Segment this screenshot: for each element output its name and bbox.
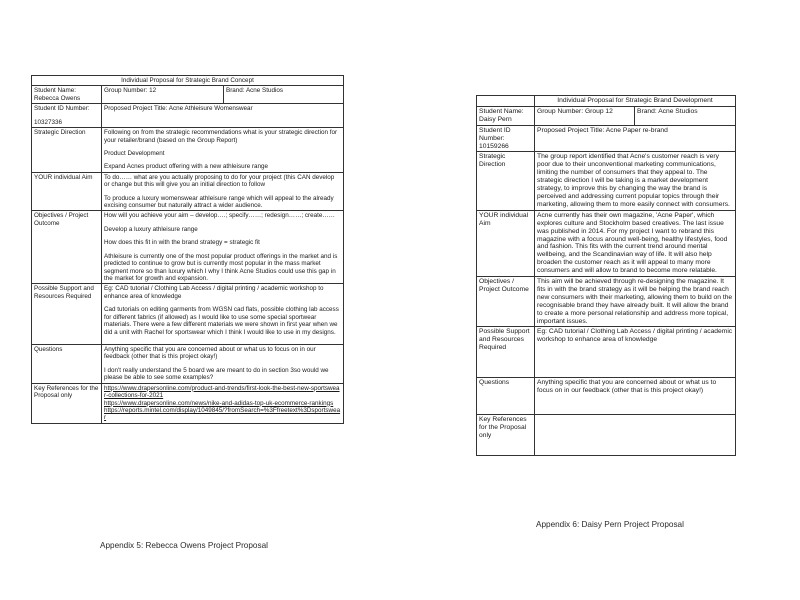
project-title-cell: Proposed Project Title: Acne Athleisure Womenswear [102, 104, 344, 128]
strategic-direction-label: Strategic Direction [477, 152, 535, 210]
paragraph: Eg: CAD tutorial / Clothing Lab Access / digital printing / academic workshop to enhance area of knowledge [104, 285, 324, 300]
table-row [32, 344, 344, 383]
objectives-label: Objectives / Project Outcome [477, 277, 535, 327]
paragraph: I don't really understand the 5 board we are meant to do in section 3so would we please be able to see some examples? [104, 366, 329, 382]
table-row [32, 172, 344, 211]
table-title: Individual Proposal for Strategic Brand Development [535, 96, 736, 107]
references-cell [102, 383, 344, 423]
table-row [477, 210, 736, 276]
group-number-cell: Group Number: Group 12 [535, 106, 635, 125]
table-row [32, 128, 344, 173]
brand-cell: Brand: Acne Studios [635, 106, 736, 125]
brand-cell: Brand: Acne Studios [224, 86, 344, 104]
reference-link[interactable]: https://www.drapersonline.com/product-and-trends/first-look-the-best-new-sportswear-collections-for-2021 [104, 384, 340, 400]
questions-cell [102, 344, 344, 383]
objectives-cell [102, 211, 344, 284]
support-label: Possible Support and Resources Required [32, 284, 102, 345]
daisy-proposal-table [476, 95, 736, 456]
paragraph: Athleisure is currently one of the most popular product offerings in the market and is predicted to continue to grow but is currently most popular in the mass market segment more so than luxury which I why I think Acne Studios could use this gap in the market for growth and expansion. [104, 252, 338, 283]
appendix-caption: Appendix 6: Daisy Pern Project Proposal [536, 520, 684, 529]
references-label: Key References for the Proposal only [32, 383, 102, 423]
objectives-cell: This aim will be achieved through re-designing the magazine. It fits in with the brand strategy as it will be helping the brand reach new consumers with their marketing, allowing them to build on the recognisable brand they have already built. It will allow the brand to create a more personal relationship and address more topical, important issues. [535, 277, 736, 327]
student-id-value: 10327336 [34, 118, 63, 126]
table-row [477, 277, 736, 327]
aim-cell [102, 172, 344, 211]
support-label: Possible Support and Resources Required [477, 327, 535, 378]
reference-link[interactable]: https://www.drapersonline.com/news/nike-and-adidas-top-uk-ecommerce-rankings [104, 399, 334, 407]
support-cell: Eg: CAD tutorial / Clothing Lab Access / digital printing / academic workshop to enhance area of knowledge [535, 327, 736, 378]
objectives-label: Objectives / Project Outcome [32, 211, 102, 284]
questions-label: Questions [32, 344, 102, 383]
references-label: Key References for the Proposal only [477, 415, 535, 456]
references-cell [535, 415, 736, 456]
table-row [477, 378, 736, 415]
aim-label: YOUR individual Aim [477, 210, 535, 276]
rebecca-proposal-table [31, 75, 344, 424]
table-row [32, 284, 344, 345]
paragraph: To do…… what are you actually proposing to do for your project (this CAN develop or change but this will give you an initial direction to follow [104, 173, 335, 189]
paragraph: Expand Acnes product offering with a new athleisure range [104, 163, 269, 171]
paragraph: Anything specific that you are concerned about or what us to focus on in our feedback (other that is this project okay!) [104, 345, 316, 361]
table-row [32, 211, 344, 284]
table-row [32, 383, 344, 423]
aim-cell: Acne currently has their own magazine, 'Acne Paper', which explores culture and Stockholm based creatives. The last issue was published in 2014. For my project I want to rebrand this magazine with a focus around well-being, healthy lifestyles, food and fashion. This fits with the current trend around mental wellbeing, and the Scandinavian way of life. It will also help broaden the customer reach as it will appeal to many more consumers and will allow to brand to become more relatable. [535, 210, 736, 276]
student-id-label: Student ID Number: [34, 105, 90, 113]
strategic-direction-label: Strategic Direction [32, 128, 102, 173]
table-row [477, 415, 736, 456]
paragraph: To produce a luxury womenswear athleisure range which will appeal to the already excising consumer but naturally attract a wider audience. [104, 194, 334, 210]
student-id-cell: Student ID Number: 10159266 [477, 125, 535, 152]
table-title: Individual Proposal for Strategic Brand Concept [32, 76, 344, 86]
questions-label: Questions [477, 378, 535, 415]
group-number-cell: Group Number: 12 [102, 86, 224, 104]
paragraph: How does this fit in with the brand strategy = strategic fit [104, 239, 260, 247]
table-row [32, 104, 344, 128]
student-name-cell: Student Name: Rebecca Owens [32, 86, 102, 104]
paragraph: Product Development [104, 149, 165, 157]
appendix-caption: Appendix 5: Rebecca Owens Project Proposal [100, 541, 268, 550]
strategic-direction-cell [102, 128, 344, 173]
table-title-row [32, 76, 344, 86]
student-id-cell [32, 104, 102, 128]
paragraph: Following on from the strategic recommendations what is your strategic direction for your retailer/brand (based on the Group Report) [104, 129, 338, 144]
questions-cell: Anything specific that you are concerned about or what us to focus on in our feedback (other that is this project okay!) [535, 378, 736, 415]
support-cell [102, 284, 344, 345]
table-title-row [477, 96, 736, 107]
reference-link[interactable]: https://reports.mintel.com/display/1049845/?fromSearch=%3Ffreetext%3Dsportswear [104, 406, 341, 422]
strategic-direction-cell: The group report identified that Acne's customer reach is very poor due to their unconventional marketing communications, limiting the number of consumers that they appeal to. The strategic direction I will be taking is a market development strategy, to improve this by changing the way the brand is perceived and addressing current popular topics through their marketing, allowing them to more easily connect with consumers. [535, 152, 736, 210]
paragraph: How will you achieve your aim – develop….; specify……; redesign……; create…… [104, 212, 335, 220]
aim-label: YOUR individual Aim [32, 172, 102, 211]
paragraph: Cad tutorials on editing garments from WGSN cad flats, possible clothing lab access for different fabrics (if allowed) as I would like to use some special sportwear materials. There were a few different materials we were shown in first year when we did a unit with Rachel for sportswear which I think I would like to use in my designs. [104, 306, 339, 336]
table-row [32, 86, 344, 104]
table-row [477, 125, 736, 152]
paragraph: Develop a luxury athleisure range [104, 225, 198, 233]
table-row [477, 106, 736, 125]
student-name-cell: Student Name: Daisy Pern [477, 106, 535, 125]
table-row [477, 152, 736, 210]
table-row [477, 327, 736, 378]
project-title-cell: Proposed Project Title: Acne Paper re-brand [535, 125, 736, 152]
